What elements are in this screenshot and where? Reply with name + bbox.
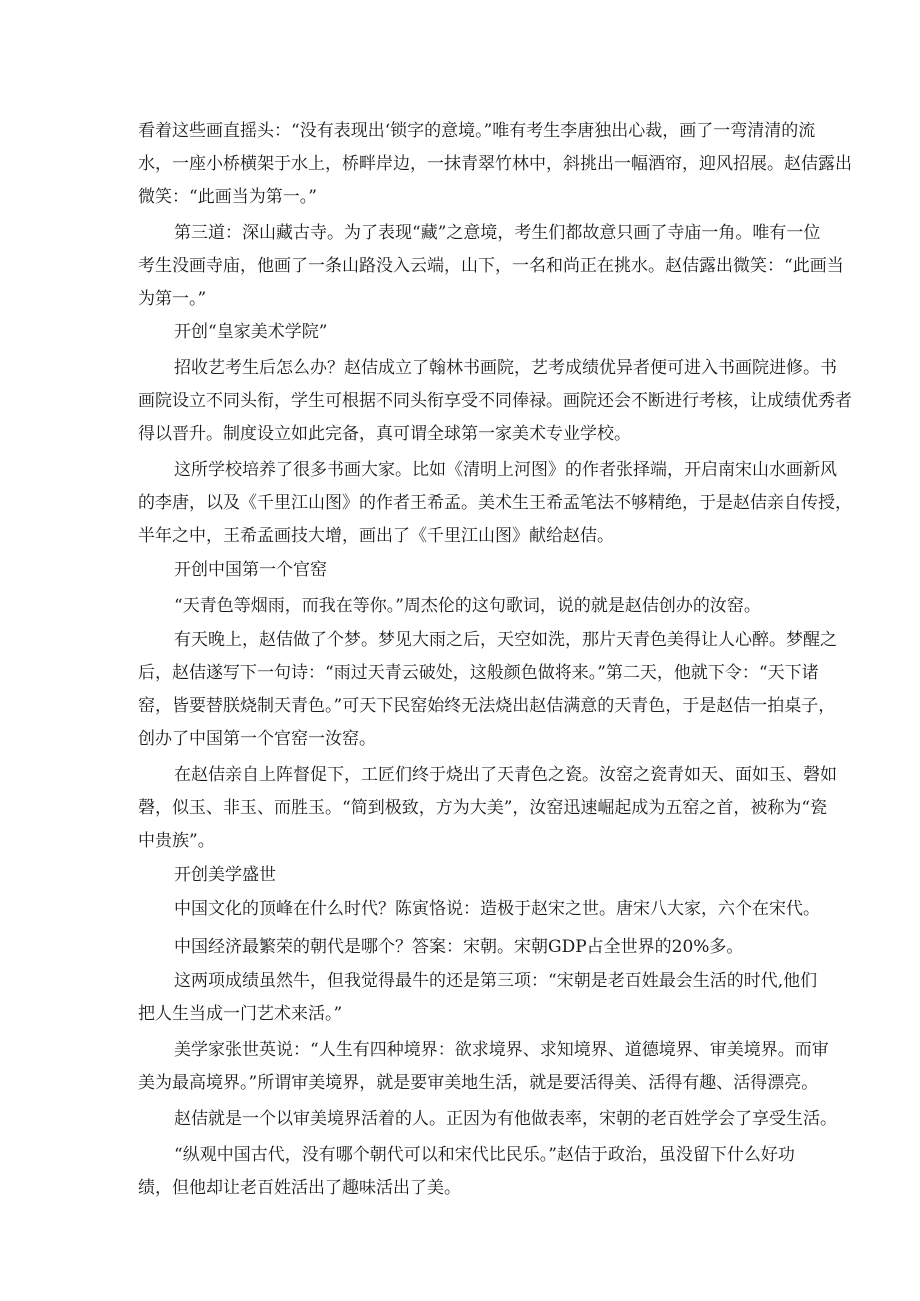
paragraph-line: 第三道：深山藏古寺。为了表现“藏”之意境，考生们都故意只画了寺庙一角。唯有一位 [174, 223, 821, 243]
paragraph-line: 赵佶就是一个以审美境界活着的人。正因为有他做表率，宋朝的老百姓学会了享受生活。 [174, 1109, 837, 1129]
paragraph-line: 美为最高境界。”所谓审美境界，就是要审美地生活，就是要活得美、活得有趣、活得漂亮。 [138, 1073, 819, 1093]
paragraph-line: 在赵佶亲自上阵督促下，工匠们终于烧出了天青色之瓷。汝窑之瓷青如天、面如玉、磬如 [174, 765, 837, 785]
paragraph-line: 有天晚上，赵佶做了个梦。梦见大雨之后，天空如洗，那片天青色美得让人心醉。梦醒之 [174, 630, 837, 650]
paragraph-line: 看着这些画直摇头：“没有表现出‘锁字的意境。”唯有考生李唐独出心裁，画了一弯清清的流 [138, 121, 816, 141]
paragraph-line: “纵观中国古代，没有哪个朝代可以和宋代比民乐。”赵佶于政治，虽没留下什么好功 [174, 1145, 795, 1165]
paragraph-line: 美学家张世英说：“人生有四种境界：欲求境界、求知境界、道德境界、审美境界。而审 [174, 1040, 829, 1060]
paragraph-line: 考生没画寺庙，他画了一条山路没入云端，山下，一名和尚正在挑水。赵佶露出微笑：“此画当 [138, 256, 844, 276]
paragraph-line: 半年之中，王希孟画技大增，画出了《千里江山图》献给赵佶。 [138, 526, 614, 546]
paragraph-line: 窑，皆要替朕烧制天青色。”可天下民窑始终无法烧出赵佶满意的天青色，于是赵佶一拍桌子， [138, 696, 836, 716]
paragraph-line: 中贵族”。 [138, 831, 215, 851]
section-heading: 开创美学盛世 [174, 865, 276, 885]
section-heading: 开创中国第一个官窑 [174, 560, 327, 580]
paragraph-line: 绩，但他却让老百姓活出了趣味活出了美。 [138, 1178, 461, 1198]
paragraph-line: 后，赵佶遂写下一句诗：“雨过天青云破处，这般颜色做将来。”第二天，他就下令：“天下诸 [138, 663, 819, 683]
paragraph-line: “天青色等烟雨，而我在等你。”周杰伦的这句歌词，说的就是赵佶创办的汝窑。 [174, 596, 761, 616]
paragraph-line: 中国经济最繁荣的朝代是哪个？答案：宋朝。宋朝GDP占全世界的20%多。 [174, 937, 744, 957]
paragraph-line: 把人生当成一门艺术来活。” [138, 1004, 343, 1024]
paragraph-line: 这所学校培养了很多书画大家。比如《清明上河图》的作者张择端，开启南宋山水画新风 [174, 460, 837, 480]
paragraph-line: 这两项成绩虽然牛，但我觉得最牛的还是第三项：“宋朝是老百姓最会生活的时代,他们 [174, 971, 818, 991]
paragraph-line: 创办了中国第一个官窑一汝窑。 [138, 729, 376, 749]
paragraph-line: 水，一座小桥横架于水上，桥畔岸边，一抹青翠竹林中，斜挑出一幅酒帘，迎风招展。赵佶露出 [138, 154, 852, 174]
paragraph-line: 中国文化的顶峰在什么时代？陈寅恪说：造极于赵宋之世。唐宋八大家，六个在宋代。 [174, 899, 820, 919]
paragraph-line: 画院设立不同头衔，学生可根据不同头衔享受不同俸禄。画院还会不断进行考核，让成绩优秀者 [138, 391, 852, 411]
paragraph-line: 的李唐，以及《千里江山图》的作者王希孟。美术生王希孟笔法不够精绝，于是赵佶亲自传授， [138, 493, 852, 513]
paragraph-line: 微笑：“此画当为第一。” [138, 187, 317, 207]
paragraph-line: 磬，似玉、非玉、而胜玉。“简到极致，方为大美”，汝窑迅速崛起成为五窑之首，被称为“瓷 [138, 798, 828, 818]
section-heading: 开创“皇家美术学院” [174, 322, 328, 342]
paragraph-line: 得以晋升。制度设立如此完备，真可谓全球第一家美术专业学校。 [138, 424, 631, 444]
paragraph-line: 招收艺考生后怎么办？赵佶成立了翰林书画院，艺考成绩优异者便可进入书画院进修。书 [174, 358, 837, 378]
paragraph-line: 为第一。” [138, 289, 207, 309]
